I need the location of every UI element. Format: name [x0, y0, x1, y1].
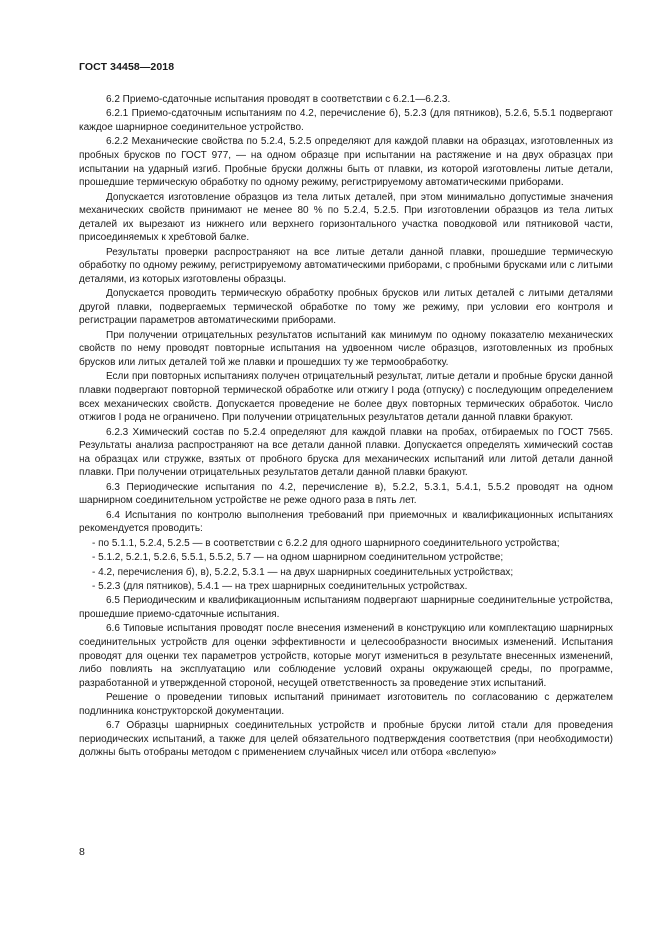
list-item: - по 5.1.1, 5.2.4, 5.2.5 — в соответствии с 6.2.2 для одного шарнирного соединительного устройства; — [92, 537, 560, 549]
paragraph-negative-results: При получении отрицательных результатов испытаний как минимум по одному показателю механических свойств по нему проводят повторные испытания на удвоенном числе образцов, изготовленных из пробных брусков или литых деталей той же плавки и прошедших ту же термообработку. — [79, 329, 613, 369]
paragraph-6-4: 6.4 Испытания по контролю выполнения требований при приемочных и квалификационных испытаниях рекомендуется проводить: — [79, 509, 613, 535]
paragraph-6-7: 6.7 Образцы шарнирных соединительных устройств и пробные бруски литой стали для проведения периодических испытаний, а также для целей обязательного подтверждения соответствия (при необходимости) должны быть отобраны методом с применением случайных чисел или отбора «вслепую» — [79, 720, 613, 759]
paragraph-type-tests-decision: Решение о проведении типовых испытаний принимает изготовитель по согласованию с держателем подлинника конструкторской документации. — [79, 692, 613, 717]
paragraph-heat-treatment: Допускается проводить термическую обработку пробных брусков или литых деталей с литыми деталями другой плавки, подвергаемых термической обработке по тому же режиму, при условии его контроля и регистрации параметров автоматическими приборами. — [79, 288, 613, 327]
document-header: ГОСТ 34458—2018 — [79, 61, 175, 73]
list-item: - 5.1.2, 5.2.1, 5.2.6, 5.5.1, 5.5.2, 5.7 — на одном шарнирном соединительном устройстве; — [92, 552, 504, 564]
list-item: - 4.2, перечисления б), в), 5.2.2, 5.3.1 — на двух шарнирных соединительных устройствах; — [92, 566, 514, 578]
paragraph-6-6: 6.6 Типовые испытания проводят после внесения изменений в конструкцию или комплектацию шарнирных соединительных устройств для оценки эффективности и целесообразности вносимых изменений. Испытания проводят для оценки тех параметров устройств, которые могут измениться в результате внесенных изменений, либо повлиять на эксплуатацию или соблюдение условий охраны окружающей среды, по программе, разработанной и утвержденной стороной, несущей ответственность за проведение этих испытаний. — [79, 623, 613, 689]
page-number: 8 — [79, 846, 85, 858]
paragraph-6-2-1: 6.2.1 Приемо-сдаточным испытаниям по 4.2, перечисление б), 5.2.3 (для пятников), 5.2.6, 5.5.1 подвергают каждое шарнирное соединительное устройство. — [79, 108, 613, 133]
paragraph-6-2-2: 6.2.2 Механические свойства по 5.2.4, 5.2.5 определяют для каждой плавки на образцах, изготовленных из пробных брусков по ГОСТ 977, — на одном образце при испытании на растяжение и на двух образцах при испытании на ударный изгиб. Пробные бруски должны быть от плавки, из которой изготовлены литые детали, прошедшие термическую обработку по одному режиму, регистрируемому автоматическими приборами. — [79, 136, 613, 189]
paragraph-repeat-tests: Если при повторных испытаниях получен отрицательный результат, литые детали и пробные бруски данной плавки подвергают повторной термической обработке или отжигу I рода (отпуску) с последующим определением всех механических свойств. Допускается проведение не более двух повторных термических обработок. Число отжигов I рода не ограничено. При получении отрицательных результатов детали данной плавки бракуют. — [79, 371, 613, 424]
paragraph-results-scope: Результаты проверки распространяют на все литые детали данной плавки, прошедшие термическую обработку по одному режиму, регистрируемому автоматическими приборами, с пробными брусками или с литыми деталями, из которых изготовлены образцы. — [79, 246, 613, 285]
paragraph-6-5: 6.5 Периодическим и квалификационным испытаниям подвергают шарнирные соединительные устройства, прошедшие приемо-сдаточные испытания. — [79, 595, 613, 620]
paragraph-6-3: 6.3 Периодические испытания по 4.2, перечисление в), 5.2.2, 5.3.1, 5.4.1, 5.5.2 проводят на одном шарнирном соединительном устройстве не реже одного раза в пять лет. — [79, 481, 613, 507]
document-body — [79, 93, 613, 761]
paragraph-6-2-3: 6.2.3 Химический состав по 5.2.4 определяют для каждой плавки на пробах, отбираемых по ГОСТ 7565. Результаты анализа распространяют на все детали данной плавки. Допускается определять химический состав на образцах или стружке, взятых от пробного бруска для механических испытаний или литой детали данной плавки. При получении отрицательных результатов детали данной плавки бракуют. — [79, 426, 613, 479]
paragraph-6-2: 6.2 Приемо-сдаточные испытания проводят в соответствии с 6.2.1—6.2.3. — [106, 94, 451, 105]
list-item: - 5.2.3 (для пятников), 5.4.1 — на трех шарнирных соединительных устройствах. — [92, 580, 468, 592]
paragraph-samples-from-castings: Допускается изготовление образцов из тела литых деталей, при этом минимально допустимые значения механических свойств принимают не менее 80 % по 5.2.4, 5.2.5. При изготовлении образцов из тела литых деталей их вырезают из нижнего или верхнего горизонтального участка поводковой или пятниковой части, присоединяемых к хребтовой балке. — [79, 191, 613, 244]
